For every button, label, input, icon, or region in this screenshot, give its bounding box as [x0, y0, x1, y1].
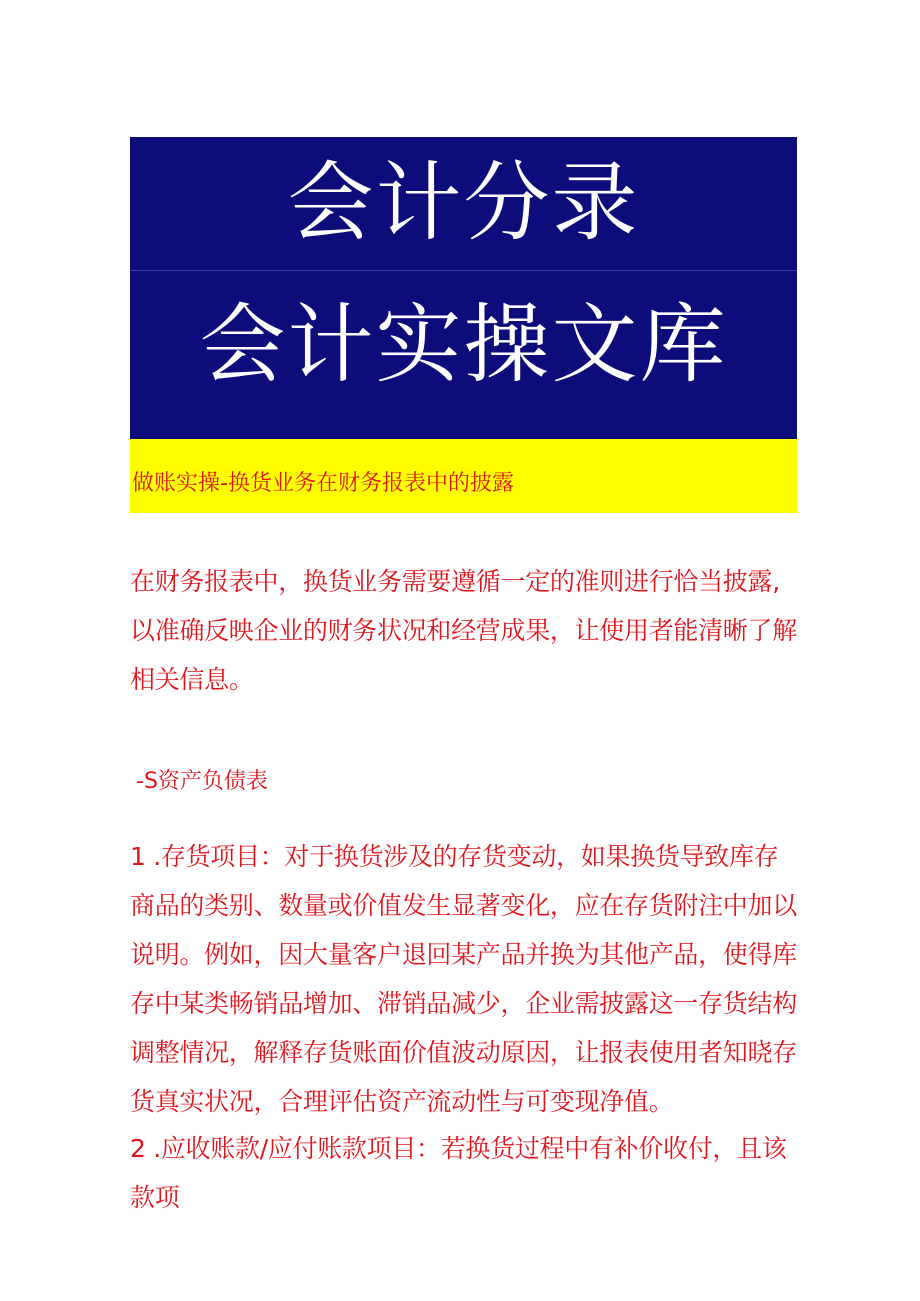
banner-divider [130, 270, 797, 271]
document-subtitle: 做账实操-换货业务在财务报表中的披露 [132, 471, 514, 496]
banner-title-line1: 会计分录 [287, 153, 640, 253]
section-heading: -S资产负债表 [136, 769, 268, 794]
title-banner [130, 137, 797, 439]
intro-paragraph: 在财务报表中，换货业务需要遵循一定的准则进行恰当披露,以准确反映企业的财务状况和经营成果，让使用者能清晰了解相关信息。 [130, 567, 797, 694]
subtitle-bar [130, 439, 797, 513]
list-item: 1 .存货项目：对于换货涉及的存货变动，如果换货导致库存商品的类别、数量或价值发生显著变化，应在存货附注中加以说明。例如，因大量客户退回某产品并换为其他产品，使得库存中某类畅销品增加、滞销品减少，企业需披露这一存货结构调整情况，解释存货账面价值波动原因，让报表使用者知晓存货真实状况，合理评估资产流动性与可变现净值。 [130, 842, 797, 1116]
banner-title-line2: 会计实操文库 [199, 295, 728, 395]
list-item: 2 .应收账款/应付账款项目：若换货过程中有补价收付，且该款项 [130, 1134, 787, 1212]
